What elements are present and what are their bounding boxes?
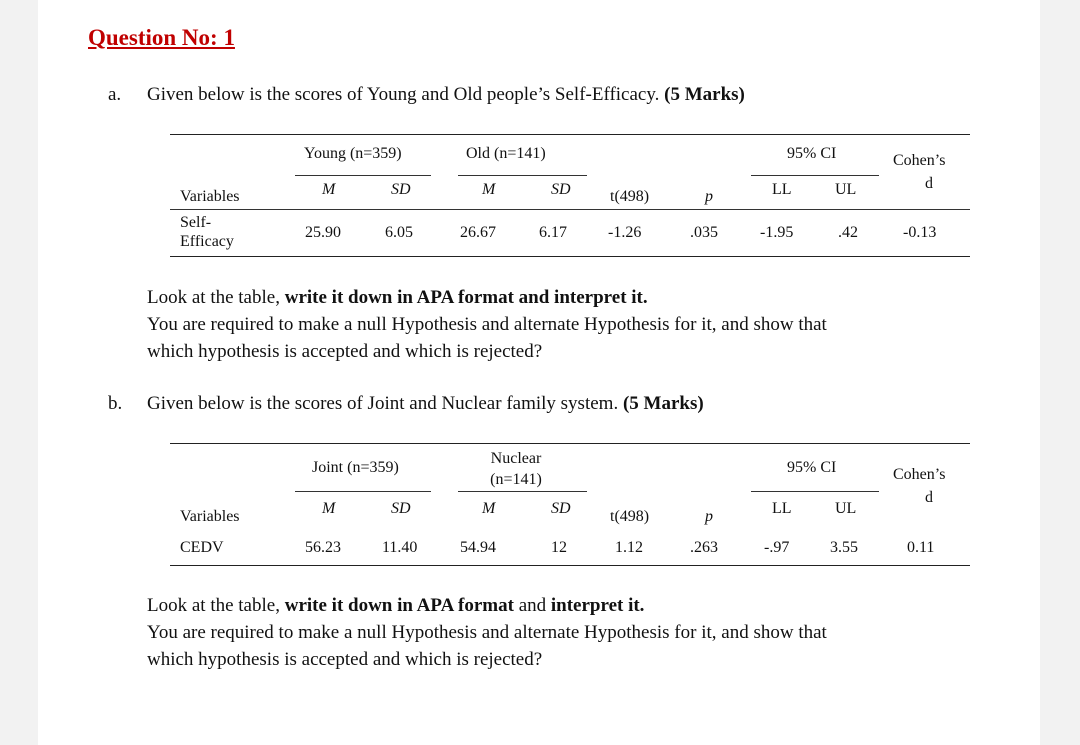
part-a-instructions [147,284,827,365]
part-a-instruction-line1-plain: Look at the table, [147,287,285,308]
table-a-col-m2: M [482,181,496,198]
table-b-cell-sd1: 11.40 [382,539,418,556]
table-a-col-m1: M [322,181,336,198]
table-b-group1-rule [295,491,431,492]
part-b-marker: b. [108,393,123,414]
part-b-instruction-line3: which hypothesis is accepted and which is rejected? [147,649,543,670]
table-b-group2-header [471,448,561,490]
table-b-col-sd1: SD [391,500,411,517]
table-a-cell-ul: .42 [838,224,858,241]
table-a-header-rule [170,209,970,210]
table-a-col-sd2: SD [551,181,571,198]
table-b-cell-ul: 3.55 [830,539,858,556]
table-a-group1-header: Young (n=359) [304,145,402,162]
table-b-col-t: t(498) [610,508,650,525]
table-b-cell-p: .263 [690,539,718,556]
table-a-cohen-header: Cohen’s [893,152,946,169]
table-a-bottom-rule [170,256,970,257]
part-a-instruction-line3: which hypothesis is accepted and which is rejected? [147,341,543,362]
part-a-instruction-line1 [147,284,827,311]
table-a-group2-rule [458,175,587,176]
table-b-group2-rule [458,491,587,492]
part-a-instruction-line1-bold: write it down in APA format and interpret it. [284,287,648,308]
part-b-marks: (5 Marks) [622,393,704,414]
table-a-row-variable-line1: Self- [180,214,212,231]
table-b-bottom-rule [170,565,970,566]
part-a-text: Given below is the scores of Young and Old people’s Self-Efficacy. [147,84,660,105]
table-b-col-p: p [705,508,713,525]
table-a-group1-rule [295,175,431,176]
table-b-group1-header: Joint (n=359) [312,459,399,476]
table-b-cell-t: 1.12 [615,539,643,556]
table-b-col-m2: M [482,500,496,517]
part-a-heading [147,84,745,106]
table-a-row-variable [180,213,234,251]
table-b-cell-m1: 56.23 [305,539,341,556]
table-a-cell-sd2: 6.17 [539,224,567,241]
table-b-group2-line1: Nuclear [490,450,542,467]
part-b-instruction-line1-bold: write it down in APA format [284,595,514,616]
table-b-cohen-d: d [925,489,933,506]
table-b-col-ul: UL [835,500,857,517]
part-b-heading [147,393,704,415]
table-a-cell-p: .035 [690,224,718,241]
part-b-instruction-line1-and: and [513,595,551,616]
table-a-col-variables: Variables [180,188,240,205]
part-a-instruction-line2: You are required to make a null Hypothesis and alternate Hypothesis for it, and show that [147,314,827,335]
table-b-cell-m2: 54.94 [460,539,496,556]
table-a-cell-t: -1.26 [608,224,642,241]
table-a-col-ll: LL [772,181,792,198]
table-b-cohen-header: Cohen’s [893,466,946,483]
table-a-cell-m2: 26.67 [460,224,496,241]
table-a-col-t: t(498) [610,188,650,205]
table-b-col-ll: LL [772,500,792,517]
part-a-marks: (5 Marks) [664,84,745,105]
table-b-col-m1: M [322,500,336,517]
table-b-col-sd2: SD [551,500,571,517]
table-b-cell-sd2: 12 [551,539,567,556]
document-page [38,0,1040,745]
table-a-col-ul: UL [835,181,857,198]
part-b-instruction-line1-plain: Look at the table, [147,595,285,616]
table-a-top-rule [170,134,970,135]
part-b-instruction-line1-bold2: interpret it. [550,595,645,616]
table-a-col-sd1: SD [391,181,411,198]
table-b-ci-rule [751,491,879,492]
part-b-instruction-line1 [147,592,827,619]
table-a-ci-rule [751,175,879,176]
table-a-cell-ll: -1.95 [760,224,794,241]
table-b-ci-header: 95% CI [787,459,837,476]
table-a-ci-header: 95% CI [787,145,837,162]
table-a-group2-header: Old (n=141) [466,145,546,162]
table-a-cohen-d: d [925,175,933,192]
table-a-row-variable-line2: Efficacy [180,233,234,250]
table-a-col-p: p [705,188,713,205]
question-title: Question No: 1 [88,25,235,50]
table-b-cell-d: 0.11 [907,539,935,556]
part-b-text: Given below is the scores of Joint and Nuclear family system. [147,393,619,414]
part-b-instructions [147,592,827,673]
table-b-cell-ll: -.97 [764,539,790,556]
table-a-cell-sd1: 6.05 [385,224,413,241]
table-b-group2-line2: (n=141) [490,471,542,488]
table-b-row-variable: CEDV [180,539,224,556]
table-a-cell-m1: 25.90 [305,224,341,241]
part-a-marker: a. [108,84,122,105]
table-b-col-variables: Variables [180,508,240,525]
table-b-top-rule [170,443,970,444]
part-b-instruction-line2: You are required to make a null Hypothesis and alternate Hypothesis for it, and show that [147,622,827,643]
table-a-cell-d: -0.13 [903,224,937,241]
